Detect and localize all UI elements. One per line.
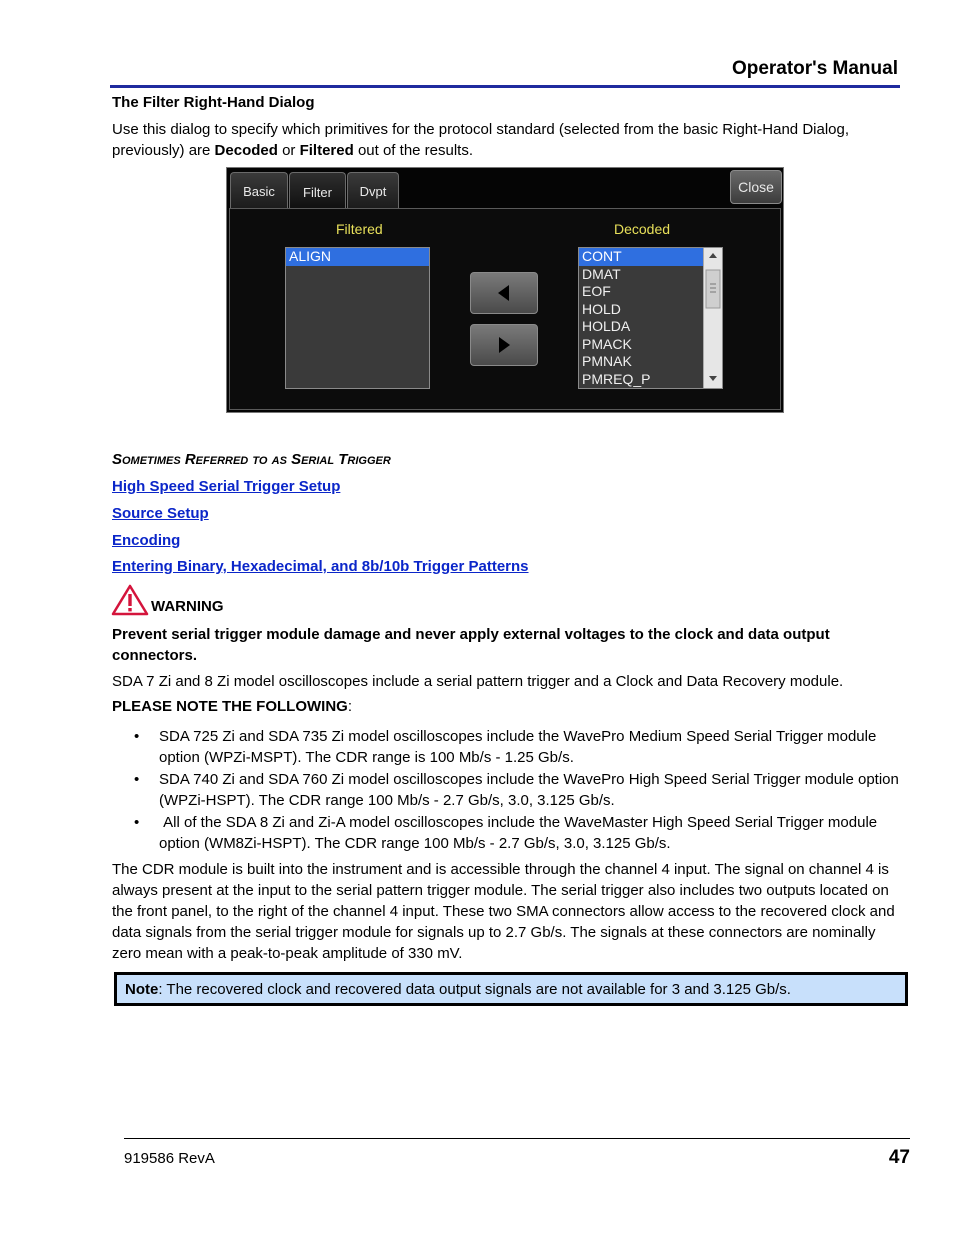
intro-paragraph	[112, 119, 902, 161]
link-source-setup[interactable]: Source Setup	[112, 505, 209, 522]
footer-rule	[124, 1138, 910, 1139]
intro-post: out of the results.	[353, 142, 474, 159]
tab-filter[interactable]: Filter	[289, 172, 346, 212]
link-entering-trigger-patterns[interactable]: Entering Binary, Hexadecimal, and 8b/10b Trigger Patterns	[112, 558, 529, 575]
intro-decoded: Decoded	[214, 142, 278, 159]
page-number: 47	[888, 1147, 910, 1168]
decoded-list[interactable]	[578, 247, 723, 389]
close-button[interactable]: Close	[730, 170, 782, 204]
related-heading: Sometimes Referred to as Serial Trigger	[112, 451, 391, 468]
filtered-label: Filtered	[336, 221, 383, 237]
filtered-list[interactable]	[285, 247, 430, 389]
decoded-label: Decoded	[614, 221, 671, 237]
list-item[interactable]: HOLD	[582, 300, 621, 317]
link-high-speed-serial-trigger-setup[interactable]: High Speed Serial Trigger Setup	[112, 478, 341, 495]
warning-label: WARNING	[151, 598, 224, 615]
list-item[interactable]: PMNAK	[582, 353, 632, 369]
please-note-label: PLEASE NOTE THE FOLLOWING	[112, 698, 348, 715]
please-note: PLEASE NOTE THE FOLLOWING:	[112, 698, 353, 715]
move-to-decoded-button[interactable]	[470, 324, 538, 366]
list-item[interactable]: ALIGN	[286, 248, 429, 266]
list-item[interactable]: DMAT	[582, 265, 621, 282]
list-item[interactable]: HOLDA	[582, 318, 631, 334]
triangle-left-icon	[497, 284, 511, 302]
list-item[interactable]: PMREQ_P	[582, 370, 651, 387]
filter-panel	[229, 208, 781, 410]
scrollbar-graphic	[704, 248, 722, 388]
filter-dialog-screenshot	[226, 167, 784, 413]
bullet-text: All of the SDA 8 Zi and Zi-A model oscilloscopes include the WaveMaster High Speed Serial Trigger module option (WM8Zi-HSPT). The CDR range 100 Mb/s - 2.7 Gb/s, 3.0, 3.125 Gb/s.	[159, 814, 882, 852]
list-item: • SDA 725 Zi and SDA 735 Zi model oscilloscopes include the WavePro Medium Speed Serial Trigger module option (WPZi-MSPT). The CDR range is 100 Mb/s - 1.25 Gb/s.	[134, 728, 877, 766]
header-rule	[110, 85, 900, 88]
list-item: • SDA 740 Zi and SDA 760 Zi model oscilloscopes include the WavePro High Speed Serial Trigger module option (WPZi-HSPT). The CDR range 100 Mb/s - 2.7 Gb/s, 3.0, 3.125 Gb/s.	[134, 771, 899, 809]
tab-dvpt[interactable]: Dvpt	[347, 172, 399, 210]
list-item: • All of the SDA 8 Zi and Zi-A model oscilloscopes include the WaveMaster High Speed Serial Trigger module option (WM8Zi-HSPT). The CDR range 100 Mb/s - 2.7 Gb/s, 3.0, 3.125 Gb/s.	[134, 814, 882, 852]
para-sda-models: SDA 7 Zi and 8 Zi model oscilloscopes include a serial pattern trigger and a Clock and Data Recovery module.	[112, 673, 844, 690]
warning-triangle-icon	[111, 584, 149, 616]
note-text: : The recovered clock and recovered data output signals are not available for 3 and 3.125 Gb/s.	[158, 981, 791, 998]
intro-pre: Use this dialog to specify which primitives for the protocol standard (selected from the basic Right-Hand Dialog, previously) are	[112, 121, 850, 159]
warning-text: Prevent serial trigger module damage and never apply external voltages to the clock and data output connectors.	[112, 626, 830, 664]
intro-or: or	[277, 142, 300, 159]
footer-doc-id: 919586 RevA	[124, 1150, 215, 1167]
intro-filtered: Filtered	[299, 142, 354, 159]
section-heading: The Filter Right-Hand Dialog	[112, 94, 315, 111]
list-item[interactable]: EOF	[582, 283, 611, 299]
list-item[interactable]: PMACK	[582, 335, 632, 352]
bullet-text: SDA 740 Zi and SDA 760 Zi model oscilloscopes include the WavePro High Speed Serial Trigger module option (WPZi-HSPT). The CDR range 100 Mb/s - 2.7 Gb/s, 3.0, 3.125 Gb/s.	[159, 771, 899, 809]
tab-basic[interactable]: Basic	[230, 172, 288, 210]
note-label: Note	[125, 981, 159, 998]
list-item[interactable]: CONT	[579, 248, 703, 266]
header-title: Operator's Manual	[731, 58, 898, 79]
move-to-filtered-button[interactable]	[470, 272, 538, 314]
bullet-text: SDA 725 Zi and SDA 735 Zi model oscilloscopes include the WavePro Medium Speed Serial Trigger module option (WPZi-MSPT). The CDR range is 100 Mb/s - 1.25 Gb/s.	[159, 728, 877, 766]
decoded-scrollbar[interactable]	[703, 248, 722, 388]
para-cdr-module: The CDR module is built into the instrument and is accessible through the channel 4 input. The signal on channel 4 is always present at the input to the serial pattern trigger module. The serial trigger also includes two outputs located on the front panel, to the right of the channel 4 input. These two SMA connectors allow access to the recovered clock and data signals from the serial trigger module for signals up to 2.7 Gb/s. The signals at these connectors are nominally zero mean with a peak-to-peak amplitude of 330 mV.	[112, 861, 895, 962]
triangle-right-icon	[497, 336, 511, 354]
bullet-list	[112, 726, 902, 855]
note-box	[114, 972, 908, 1006]
link-encoding[interactable]: Encoding	[112, 532, 181, 549]
